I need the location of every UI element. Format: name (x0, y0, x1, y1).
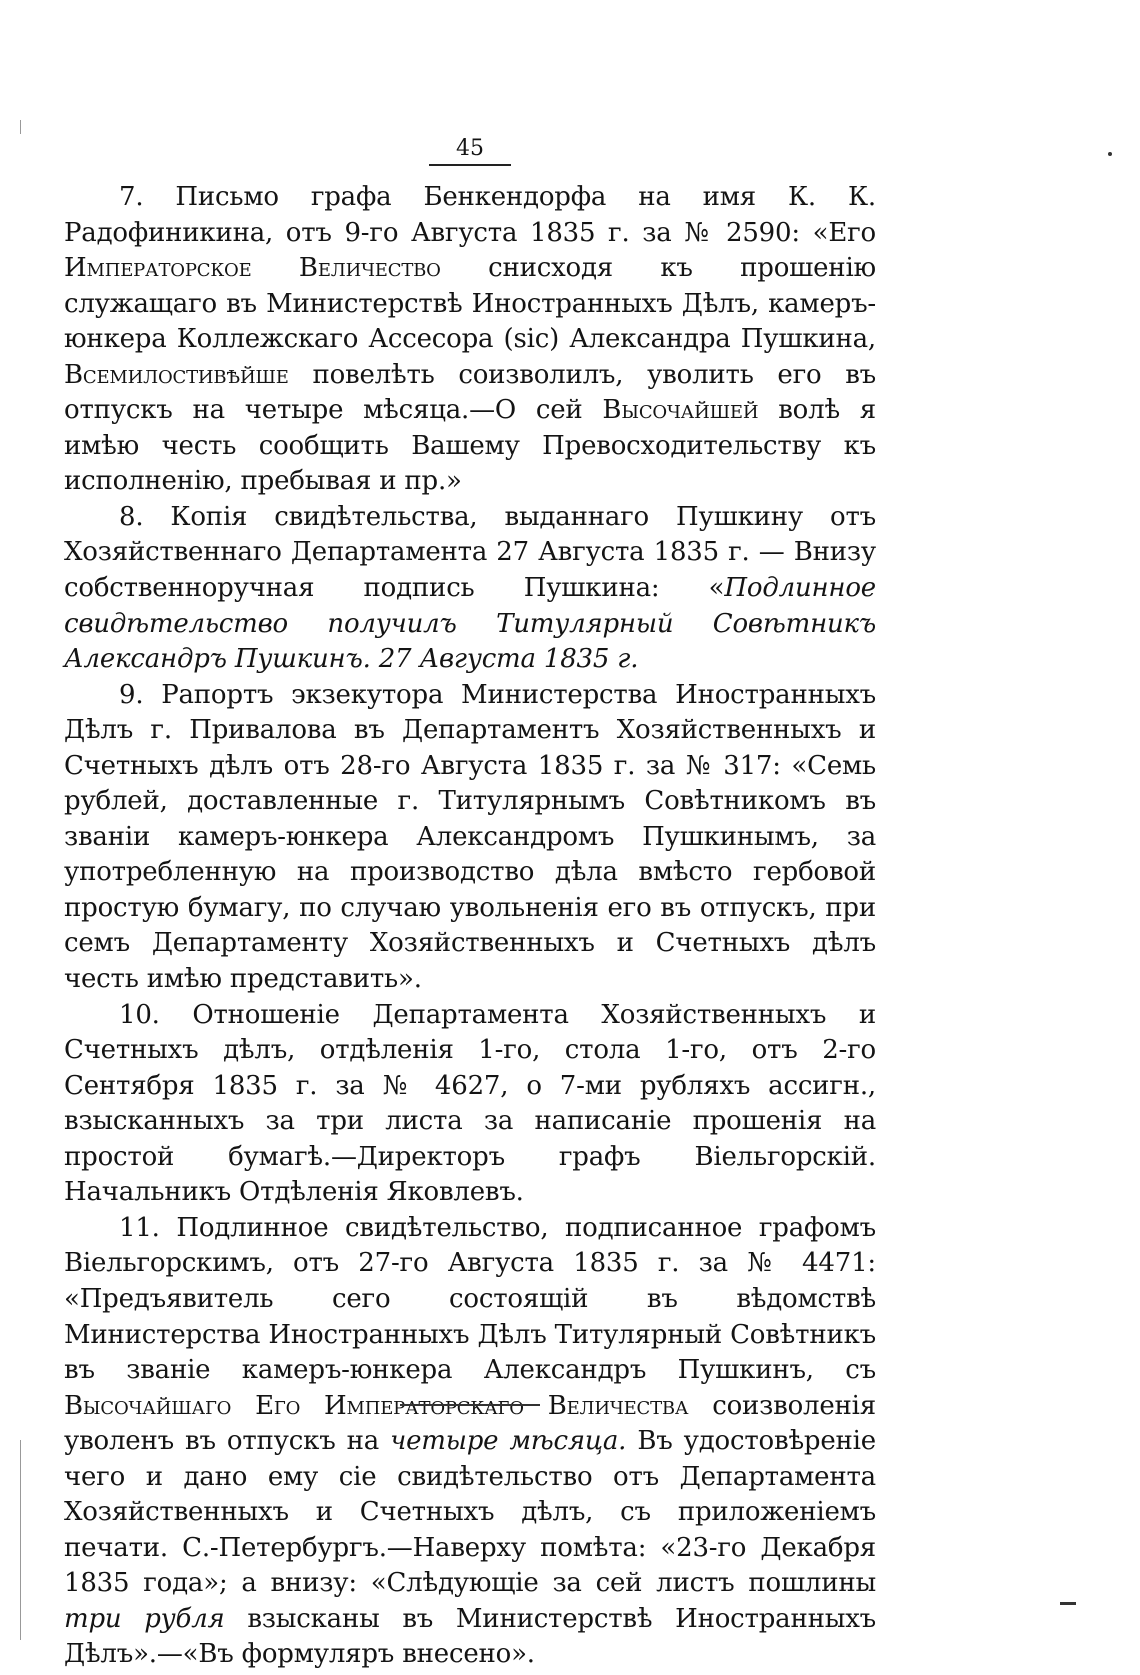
end-divider (400, 1404, 540, 1406)
paragraph-item-8 (64, 500, 876, 678)
item-11-italic-2: три рубля (64, 1603, 225, 1634)
binding-mark-top (20, 120, 21, 134)
item-11-mid-2: Въ удостовѣреніе чего и дано ему сіе свидѣтельство отъ Департамента Хозяйственныхъ и Счетныхъ дѣлъ, съ приложеніемъ печати. С.-Петербургъ.—Наверху помѣта: «23-го Декабря 1835 года»; а внизу: «Слѣдующіе за сей листъ пошлины (64, 1426, 876, 1599)
item-11-smallcaps: Высочайшаго Его Императорскаго Величества (64, 1390, 689, 1421)
item-11-lead: 11. Подлинное свидѣтельство, подписанное графомъ Віельгорскимъ, отъ 27-го Августа 1835 г. за № 4471: «Предъявитель сего состоящій въ вѣдомствѣ Министерства Иностранныхъ Дѣлъ Титулярный Совѣтникъ въ званіе камеръ-юнкера Александръ Пушкинъ, съ (64, 1212, 876, 1386)
paragraph-item-9: 9. Рапортъ экзекутора Министерства Иностранныхъ Дѣлъ г. Привалова въ Департаментъ Хозяйственныхъ и Счетныхъ дѣлъ отъ 28-го Августа 1835 г. за № 317: «Семь рублей, доставленные г. Титулярнымъ Совѣтникомъ въ званіи камеръ-юнкера Александромъ Пушкинымъ, за употребленную на производство дѣла вмѣсто гербовой простую бумагу, по случаю увольненія его въ отпускъ, при семъ Департаменту Хозяйственныхъ и Счетныхъ дѣлъ честь имѣю представить». (64, 679, 876, 995)
item-11-mid: соизволенія уволенъ въ отпускъ на (64, 1390, 876, 1457)
item-8-signature-italic: Подлинное свидѣтельство получилъ Титулярный Совѣтникъ Александръ Пушкинъ. 27 Августа 1835 г. (64, 573, 876, 675)
item-7-mid-2: повелѣть соизволилъ, уволить его въ отпускъ на четыре мѣсяца.—О сей (64, 359, 876, 426)
item-7-mid: снисходя къ прошенію служащаго въ Министерствѣ Иностранныхъ Дѣлъ, камеръ-юнкера Коллежскаго Ассесора (sic) Александра Пушкина, (64, 253, 876, 355)
page-body (64, 180, 876, 1673)
item-11-tail: взысканы въ Министерствѣ Иностранныхъ Дѣлъ».—«Въ формуляръ внесено». (64, 1603, 877, 1670)
item-7-smallcaps-3: Высочайшей (602, 395, 759, 426)
item-7-smallcaps-2: Всемилостивѣйше (64, 359, 289, 390)
paragraph-item-10: 10. Отношеніе Департамента Хозяйственныхъ и Счетныхъ дѣлъ, отдѣленія 1-го, стола 1-го, отъ 2-го Сентября 1835 г. за № 4627, о 7-ми рубляхъ ассигн., взысканныхъ за три листа за написаніе прошенія на простой бумагѣ.—Директоръ графъ Віельгорскій. Начальникъ Отдѣленія Яковлевъ. (64, 999, 876, 1208)
item-8-lead: 8. Копія свидѣтельства, выданнаго Пушкину отъ Хозяйственнаго Департамента 27 Августа 1835 г. — Внизу собственноручная подпись Пушкина: « (64, 501, 876, 604)
binding-mark-bottom (20, 1440, 21, 1640)
item-7-lead: 7. Письмо графа Бенкендорфа на имя К. К. Радофиникина, отъ 9-го Августа 1835 г. за № 2590: «Его (64, 182, 876, 248)
page-number: 45 (429, 136, 511, 166)
scan-dash (1060, 1602, 1076, 1605)
scan-dot (1108, 152, 1112, 156)
item-7-tail: волѣ я имѣю честь сообщить Вашему Превосходительству къ исполненію, пребывая и пр.» (64, 395, 876, 497)
item-11-italic-1: четыре мѣсяца. (390, 1426, 627, 1457)
paragraph-item-7 (64, 180, 876, 500)
paragraph-item-11 (64, 1211, 876, 1673)
item-7-smallcaps-1: Императорское Величество (64, 253, 441, 284)
